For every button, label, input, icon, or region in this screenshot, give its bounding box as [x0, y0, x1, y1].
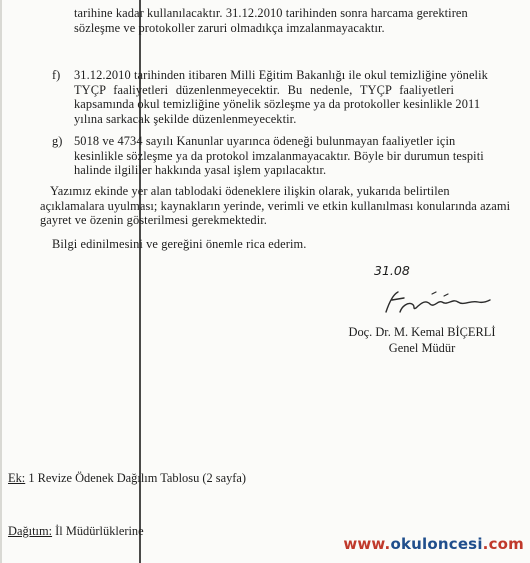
text-line: halinde ilgililer hakkında yasal işlem yapılacaktır.: [74, 163, 327, 178]
text-line: gayret ve özenin gösterilmesi gerekmektedir.: [40, 213, 268, 228]
attachment-text: 1 Revize Ödenek Dağılım Tablosu (2 sayfa): [25, 471, 247, 485]
closing-sentence: Bilgi edinilmesini ve gereğini önemle rica ederim.: [52, 237, 307, 251]
text-line: sözleşme ve protokoller zaruri olmadıkça imzalanmayacaktır.: [74, 20, 385, 35]
distribution-label: Dağıtım:: [8, 524, 53, 538]
text-line: kesinlikle sözleşme ya da protokol imzalanmayacaktır. Böyle bir durumun tespiti: [74, 148, 484, 163]
signatory-block: [334, 324, 510, 356]
text-line: açıklamalara uyulması; kaynakların yerinde, verimli ve etkin kullanılması konularında azami: [40, 198, 511, 213]
watermark-part: .com: [482, 535, 524, 553]
body-paragraph: [40, 184, 510, 228]
item-marker-g: g): [52, 134, 63, 148]
text-line: yılına sarkacak şekilde düzenlenmeyecektir.: [74, 111, 297, 126]
text-line: Yazımız ekinde yer alan tablodaki ödeneklere ilişkin olarak, yukarıda belirtilen: [50, 184, 450, 198]
signatory-name: Doç. Dr. M. Kemal BİÇERLİ: [348, 325, 496, 339]
text-line: kapsamında okul temizliğine yönelik sözleşme ya da protokoller kesinlikle 2011: [74, 97, 481, 112]
watermark-part: www.: [343, 535, 391, 553]
attachment-label: Ek:: [8, 471, 26, 485]
handwritten-date: 31.08: [374, 263, 410, 278]
text-line: 31.12.2010 tarihinden itibaren Milli Eğitim Bakanlığı ile okul temizliğine yönelik: [74, 68, 488, 82]
item-f-text: [74, 68, 506, 126]
item-g-text: [74, 134, 506, 178]
text-line: TYÇP faaliyetleri düzenlenmeyecektir. Bu nedenle, TYÇP faaliyetleri: [74, 82, 455, 97]
item-marker-f: f): [52, 68, 61, 82]
site-watermark: [343, 535, 524, 553]
scan-edge-left: [0, 0, 2, 563]
distribution-text: İl Müdürlüklerine: [52, 524, 144, 538]
attachment-line: [8, 471, 246, 486]
watermark-part: okuloncesi: [390, 535, 483, 553]
signature-scribble: [382, 286, 494, 320]
text-line: tarihine kadar kullanılacaktır. 31.12.2010 tarihinden sonra harcama gerektiren: [74, 6, 468, 20]
distribution-line: [8, 524, 144, 539]
signatory-title: Genel Müdür: [388, 341, 456, 355]
text-line: 5018 ve 4734 sayılı Kanunlar uyarınca ödeneği bulunmayan faaliyetler için: [74, 134, 456, 148]
continuation-text: [74, 6, 504, 35]
